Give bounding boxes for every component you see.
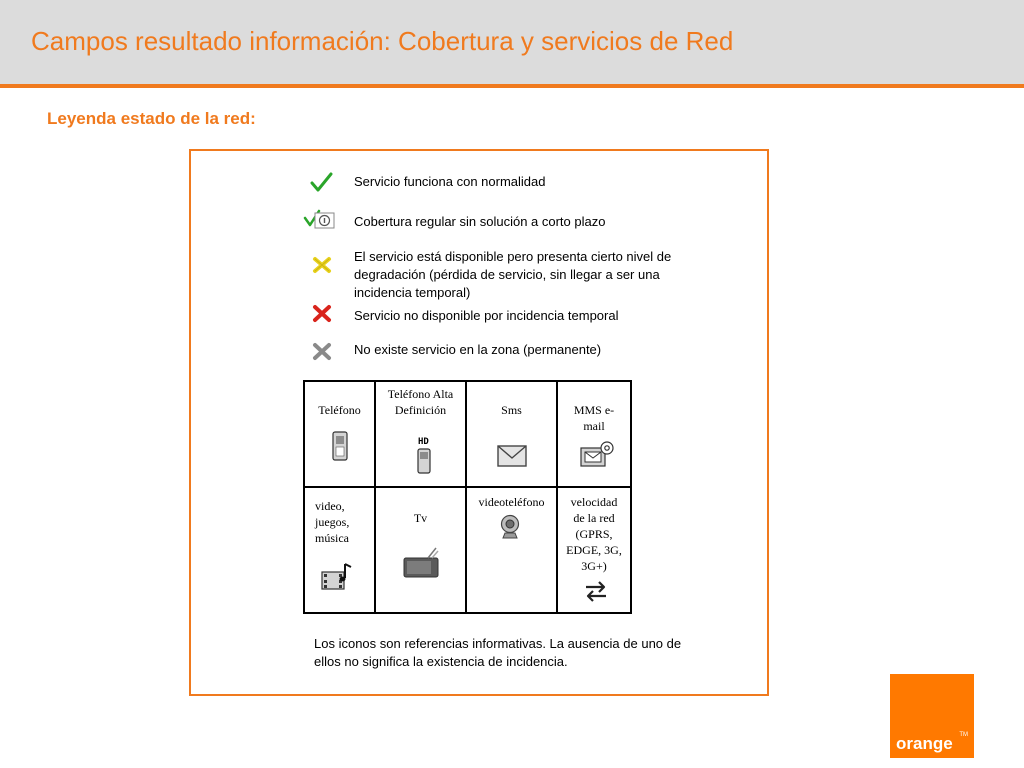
legend-note: Los iconos son referencias informativas. La ausencia de uno de ellos no significa la existencia de incidencia. bbox=[314, 636, 682, 669]
legend-title: Leyenda estado de la red: bbox=[47, 109, 256, 128]
gray-x-icon bbox=[309, 341, 335, 363]
services-table bbox=[303, 380, 632, 614]
service-cell-tv: Tv bbox=[375, 487, 466, 613]
green-check-icon bbox=[309, 171, 335, 193]
service-cell-videotelefono: videoteléfono bbox=[466, 487, 557, 613]
legend-item-text: Servicio no disponible por incidencia temporal bbox=[354, 308, 619, 323]
legend-item-text: Servicio funciona con normalidad bbox=[354, 174, 546, 189]
service-cell-telefono-hd: Teléfono Alta Definición HD bbox=[375, 381, 466, 487]
logo-trademark: TM bbox=[959, 732, 968, 738]
legend-item-text: El servicio está disponible pero presenta cierto nivel de degradación (pérdida de servicio, sin llegar a ser una incidencia temporal) bbox=[354, 249, 672, 300]
red-x-icon bbox=[309, 303, 335, 325]
page-title: Campos resultado información: Cobertura y servicios de Red bbox=[31, 26, 734, 56]
multimedia-icon bbox=[321, 560, 353, 592]
service-cell-mms: MMS e-mail bbox=[557, 381, 631, 487]
webcam-icon bbox=[499, 514, 521, 540]
service-cell-velocidad-red: velocidad de la red (GPRS, EDGE, 3G, 3G+) bbox=[557, 487, 631, 613]
legend-box bbox=[189, 149, 769, 696]
tv-icon bbox=[402, 546, 442, 578]
hd-label: HD bbox=[418, 437, 429, 447]
legend-item-text: No existe servicio en la zona (permanente) bbox=[354, 342, 602, 357]
yellow-x-icon bbox=[309, 254, 335, 276]
phone-icon bbox=[331, 430, 349, 462]
header-bar bbox=[0, 0, 1024, 88]
service-cell-video-juegos-musica: video, juegos, música bbox=[304, 487, 375, 613]
logo-text: orange bbox=[896, 734, 953, 753]
mms-email-icon bbox=[580, 440, 614, 468]
check-info-icon bbox=[303, 209, 337, 231]
phone-hd-icon bbox=[416, 448, 432, 474]
service-cell-telefono: Teléfono bbox=[304, 381, 375, 487]
envelope-icon bbox=[497, 445, 527, 467]
legend-item-text: Cobertura regular sin solución a corto plazo bbox=[354, 214, 606, 229]
network-speed-icon bbox=[584, 580, 608, 602]
orange-logo bbox=[890, 674, 974, 758]
service-cell-sms: Sms bbox=[466, 381, 557, 487]
